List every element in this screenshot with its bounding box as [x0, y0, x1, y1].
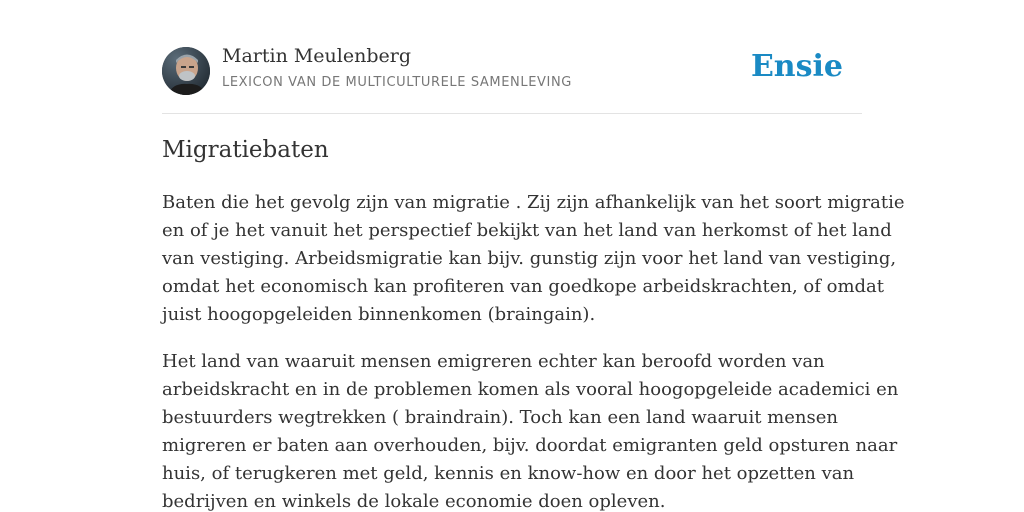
paragraph-line: bestuurders wegtrekken ( braindrain). Toch kan een land waaruit mensen: [162, 407, 838, 428]
paragraph-line: omdat het economisch kan profiteren van goedkope arbeidskrachten, of omdat: [162, 276, 885, 297]
paragraph-line: van vestiging. Arbeidsmigratie kan bijv. gunstig zijn voor het land van vestiging,: [162, 248, 897, 269]
lexicon-name[interactable]: LEXICON VAN DE MULTICULTURELE SAMENLEVING: [222, 75, 572, 90]
author-name[interactable]: Martin Meulenberg: [222, 45, 411, 67]
paragraph-line: huis, of terugkeren met geld, kennis en know-how en door het opzetten van: [162, 463, 855, 484]
paragraph-line: Het land van waaruit mensen emigreren echter kan beroofd worden van: [162, 351, 825, 372]
paragraph-1: [162, 189, 905, 329]
paragraph-line: arbeidskracht en in de problemen komen als vooral hoogopgeleide academici en: [162, 379, 899, 400]
avatar-portrait-icon: [162, 47, 210, 95]
ensie-logo[interactable]: Ensie: [750, 49, 843, 84]
paragraph-line: migreren er baten aan overhouden, bijv. doordat emigranten geld opsturen naar: [162, 435, 898, 456]
paragraph-line: en of je het vanuit het perspectief bekijkt van het land van herkomst of het land: [162, 220, 892, 241]
paragraph-line: juist hoogopgeleiden binnenkomen (braingain).: [162, 304, 596, 325]
article-container: [162, 0, 905, 512]
article-body: [162, 189, 905, 512]
article-title: Migratiebaten: [162, 137, 329, 163]
paragraph-2: [162, 348, 899, 512]
paragraph-line: bedrijven en winkels de lokale economie doen opleven.: [162, 491, 666, 512]
paragraph-line: Baten die het gevolg zijn van migratie . Zij zijn afhankelijk van het soort migratie: [162, 192, 905, 213]
header: [162, 0, 862, 114]
author-avatar[interactable]: [162, 47, 210, 95]
